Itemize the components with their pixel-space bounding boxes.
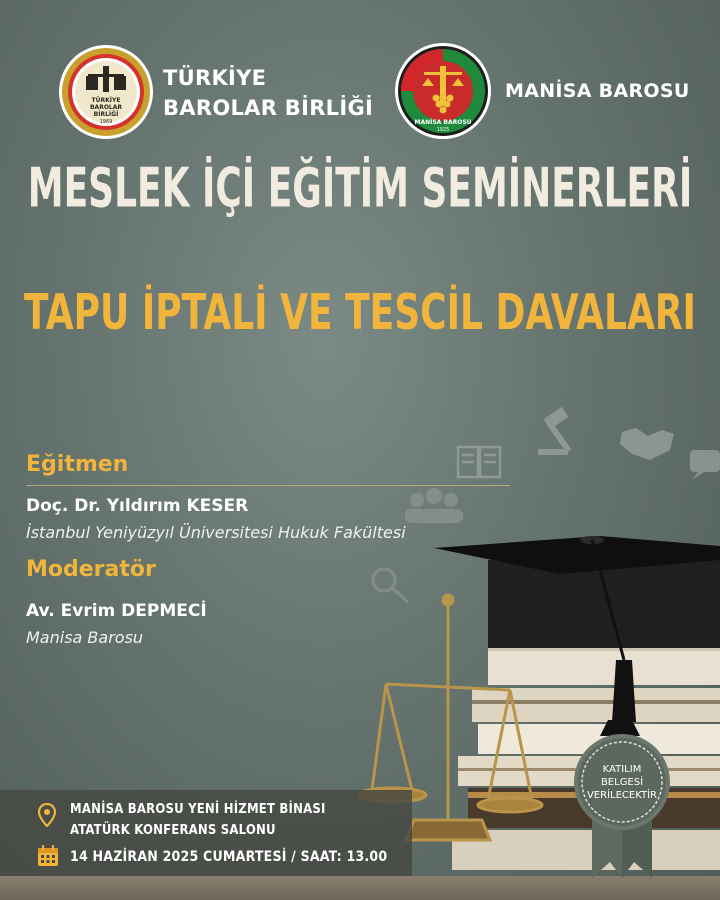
tbb-logo [58,44,154,140]
people-icon [405,488,463,523]
trainer-label: Eğitmen [26,452,129,477]
location-line1: MANİSA BAROSU YENİ HİZMET BİNASI [70,802,326,817]
badge-line1: KATILIM [602,764,642,775]
gavel-icon [538,407,571,455]
trainer-affiliation: İstanbul Yeniyüzyıl Üniversitesi Hukuk Fakültesi [26,523,406,542]
tbb-name [163,63,373,123]
magnifier-icon [373,569,408,602]
section-divider [26,485,510,486]
book-icon [458,447,500,477]
seminar-subtitle: TAPU İPTALİ VE TESCİL DAVALARI [24,286,696,342]
manisa-name: MANİSA BAROSU [505,80,690,102]
svg-text:1969: 1969 [99,119,113,125]
svg-text:MANİSA BAROSU: MANİSA BAROSU [414,119,472,126]
moderator-name: Av. Evrim DEPMECİ [26,601,207,621]
badge-line2: BELGESİ [600,777,644,788]
chat-icon [690,450,720,480]
svg-text:TÜRKİYE: TÜRKİYE [91,97,121,104]
svg-text:BAROLAR: BAROLAR [89,104,123,111]
moderator-affiliation: Manisa Barosu [26,628,144,647]
certificate-badge [572,730,672,880]
svg-text:BİRLİĞİ: BİRLİĞİ [93,111,119,118]
location-pin-icon [38,803,56,827]
svg-text:1925: 1925 [436,127,450,133]
moderator-label: Moderatör [26,557,156,582]
manisa-barosu-logo [394,42,492,140]
calendar-icon [37,845,59,867]
event-datetime: 14 HAZİRAN 2025 CUMARTESİ / SAAT: 13.00 [70,849,388,865]
trainer-name: Doç. Dr. Yıldırım KESER [26,496,249,516]
certificate-badge-text [577,763,667,802]
tbb-name-line2: BAROLAR BİRLİĞİ [163,96,374,120]
tbb-name-line1: TÜRKİYE [163,66,267,90]
handshake-icon [620,428,674,460]
page-title: MESLEK İÇİ EĞİTİM SEMİNERLERİ [27,158,693,221]
location-line2: ATATÜRK KONFERANS SALONU [70,823,276,838]
badge-line3: VERİLECEKTİR [586,790,658,801]
